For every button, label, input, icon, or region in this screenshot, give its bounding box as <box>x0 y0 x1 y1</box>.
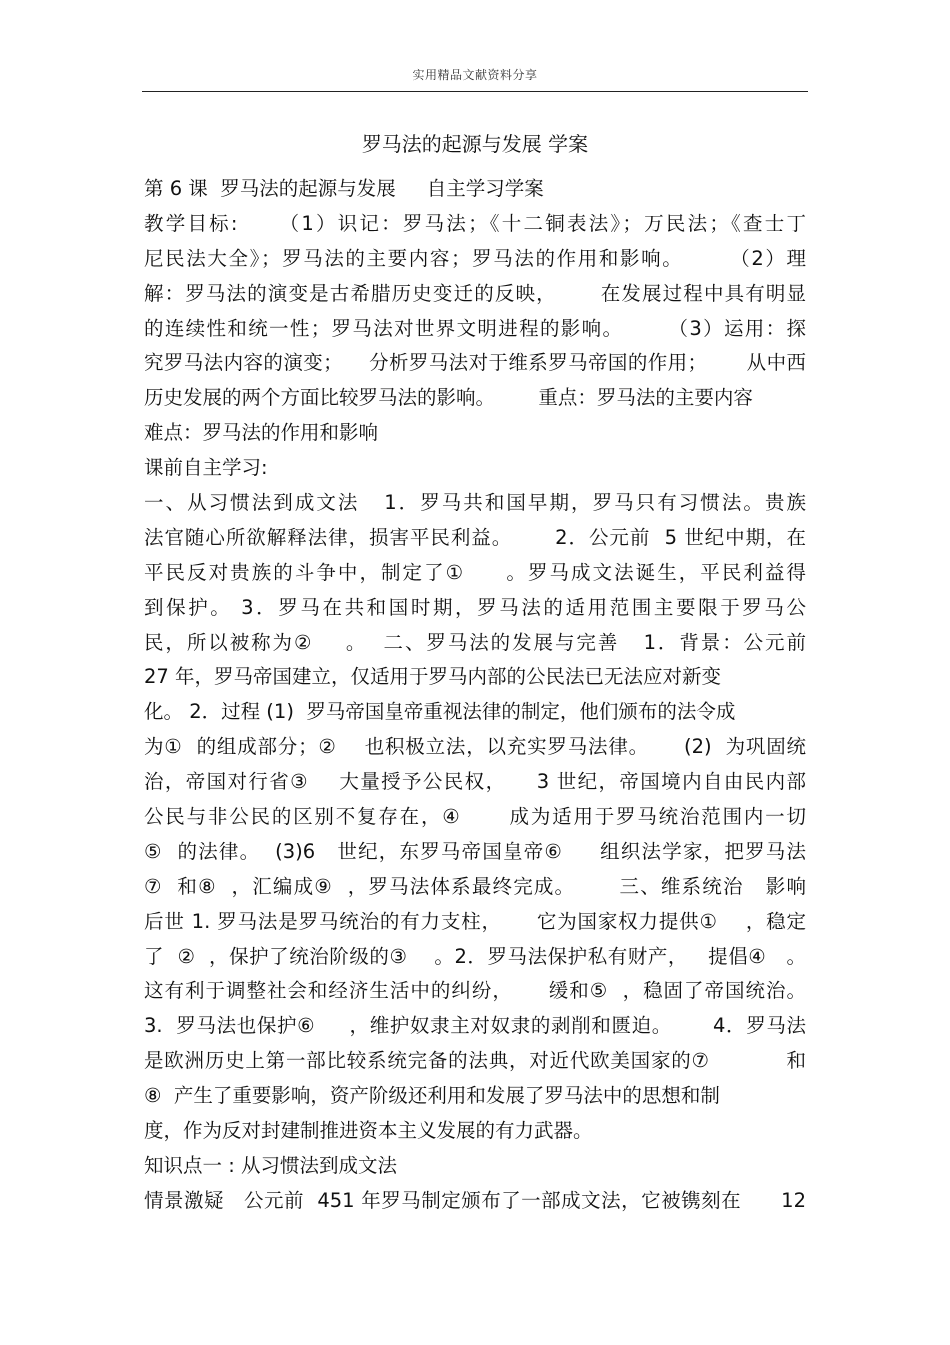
body-line: 为① 的组成部分；② 也积极立法，以充实罗马法律。 (2) 为巩固统 <box>144 735 806 759</box>
body-line: 一、从习惯法到成文法 1．罗马共和国早期，罗马只有习惯法。贵族 <box>144 491 806 515</box>
body-line: 这有利于调整社会和经济生活中的纠纷， 缓和⑤ ，稳固了帝国统治。 <box>144 979 806 1003</box>
body-line: 度，作为反对封建制推进资本主义发展的有力武器。 <box>144 1119 593 1143</box>
body-line: 3. 罗马法也保护⑥ ，维护奴隶主对奴隶的剥削和匮迫。 4．罗马法 <box>144 1014 806 1038</box>
body-line: 公民与非公民的区别不复存在，④ 成为适用于罗马统治范围内一切 <box>144 805 806 829</box>
body-line: ⑤ 的法律。 (3)6 世纪，东罗马帝国皇帝⑥ 组织法学家，把罗马法 <box>144 839 806 863</box>
body-line: 的连续性和统一性；罗马法对世界文明进程的影响。 （3）运用：探 <box>144 316 806 340</box>
body-line: 解：罗马法的演变是古希腊历史变迁的反映， 在发展过程中具有明显 <box>144 281 806 305</box>
body-line: 难点：罗马法的作用和影响 <box>144 421 379 445</box>
body-line: 教学目标: （1）识记：罗马法；《十二铜表法》；万民法；《查士丁 <box>144 211 806 235</box>
page-header: 实用精品文献资料分享 <box>412 68 538 82</box>
body-line: 究罗马法内容的演变； 分析罗马法对于维系罗马帝国的作用； 从中西 <box>144 351 806 375</box>
body-line: 历史发展的两个方面比较罗马法的影响。 重点：罗马法的主要内容 <box>144 386 753 410</box>
header-divider <box>142 91 808 92</box>
document-body <box>144 172 806 1219</box>
body-line: 治，帝国对行省③ 大量授予公民权， 3 世纪，帝国境内自由民内部 <box>144 770 806 794</box>
body-line: ⑧ 产生了重要影响，资产阶级还利用和发展了罗马法中的思想和制 <box>144 1084 720 1108</box>
body-line: 27 年，罗马帝国建立，仅适用于罗马内部的公民法已无法应对新变 <box>144 665 722 689</box>
body-line: 到保护。 3．罗马在共和国时期，罗马法的适用范围主要限于罗马公 <box>144 595 806 619</box>
document-title: 罗马法的起源与发展 学案 <box>361 132 589 156</box>
body-line: 平民反对贵族的斗争中，制定了① 。罗马成文法诞生，平民利益得 <box>144 560 806 584</box>
body-line: ⑦ 和⑧ ，汇编成⑨ ，罗马法体系最终完成。 三、维系统治 影响 <box>144 874 806 898</box>
body-line: 情景激疑 公元前 451 年罗马制定颁布了一部成文法，它被镌刻在 12 <box>144 1188 806 1212</box>
body-line: 第 6 课 罗马法的起源与发展 自主学习学案 <box>144 177 544 200</box>
body-line: 是欧洲历史上第一部比较系统完备的法典，对近代欧美国家的⑦ 和 <box>144 1049 806 1073</box>
body-line: 知识点一 : 从习惯法到成文法 <box>144 1153 397 1177</box>
body-line: 尼民法大全》；罗马法的主要内容；罗马法的作用和影响。 （2）理 <box>144 246 806 270</box>
body-line: 化。 2．过程 (1) 罗马帝国皇帝重视法律的制定，他们颁布的法令成 <box>144 700 736 724</box>
body-line: 了 ② ，保护了统治阶级的③ 。2．罗马法保护私有财产， 提倡④ 。 <box>144 944 806 968</box>
body-line: 后世 1. 罗马法是罗马统治的有力支柱， 它为国家权力提供① ，稳定 <box>144 909 806 933</box>
body-line: 民，所以被称为② 。 二、罗马法的发展与完善 1．背景：公元前 <box>144 630 806 654</box>
body-line: 课前自主学习: <box>144 456 268 480</box>
body-line: 法官随心所欲解释法律，损害平民利益。 2．公元前 5 世纪中期，在 <box>144 525 806 549</box>
